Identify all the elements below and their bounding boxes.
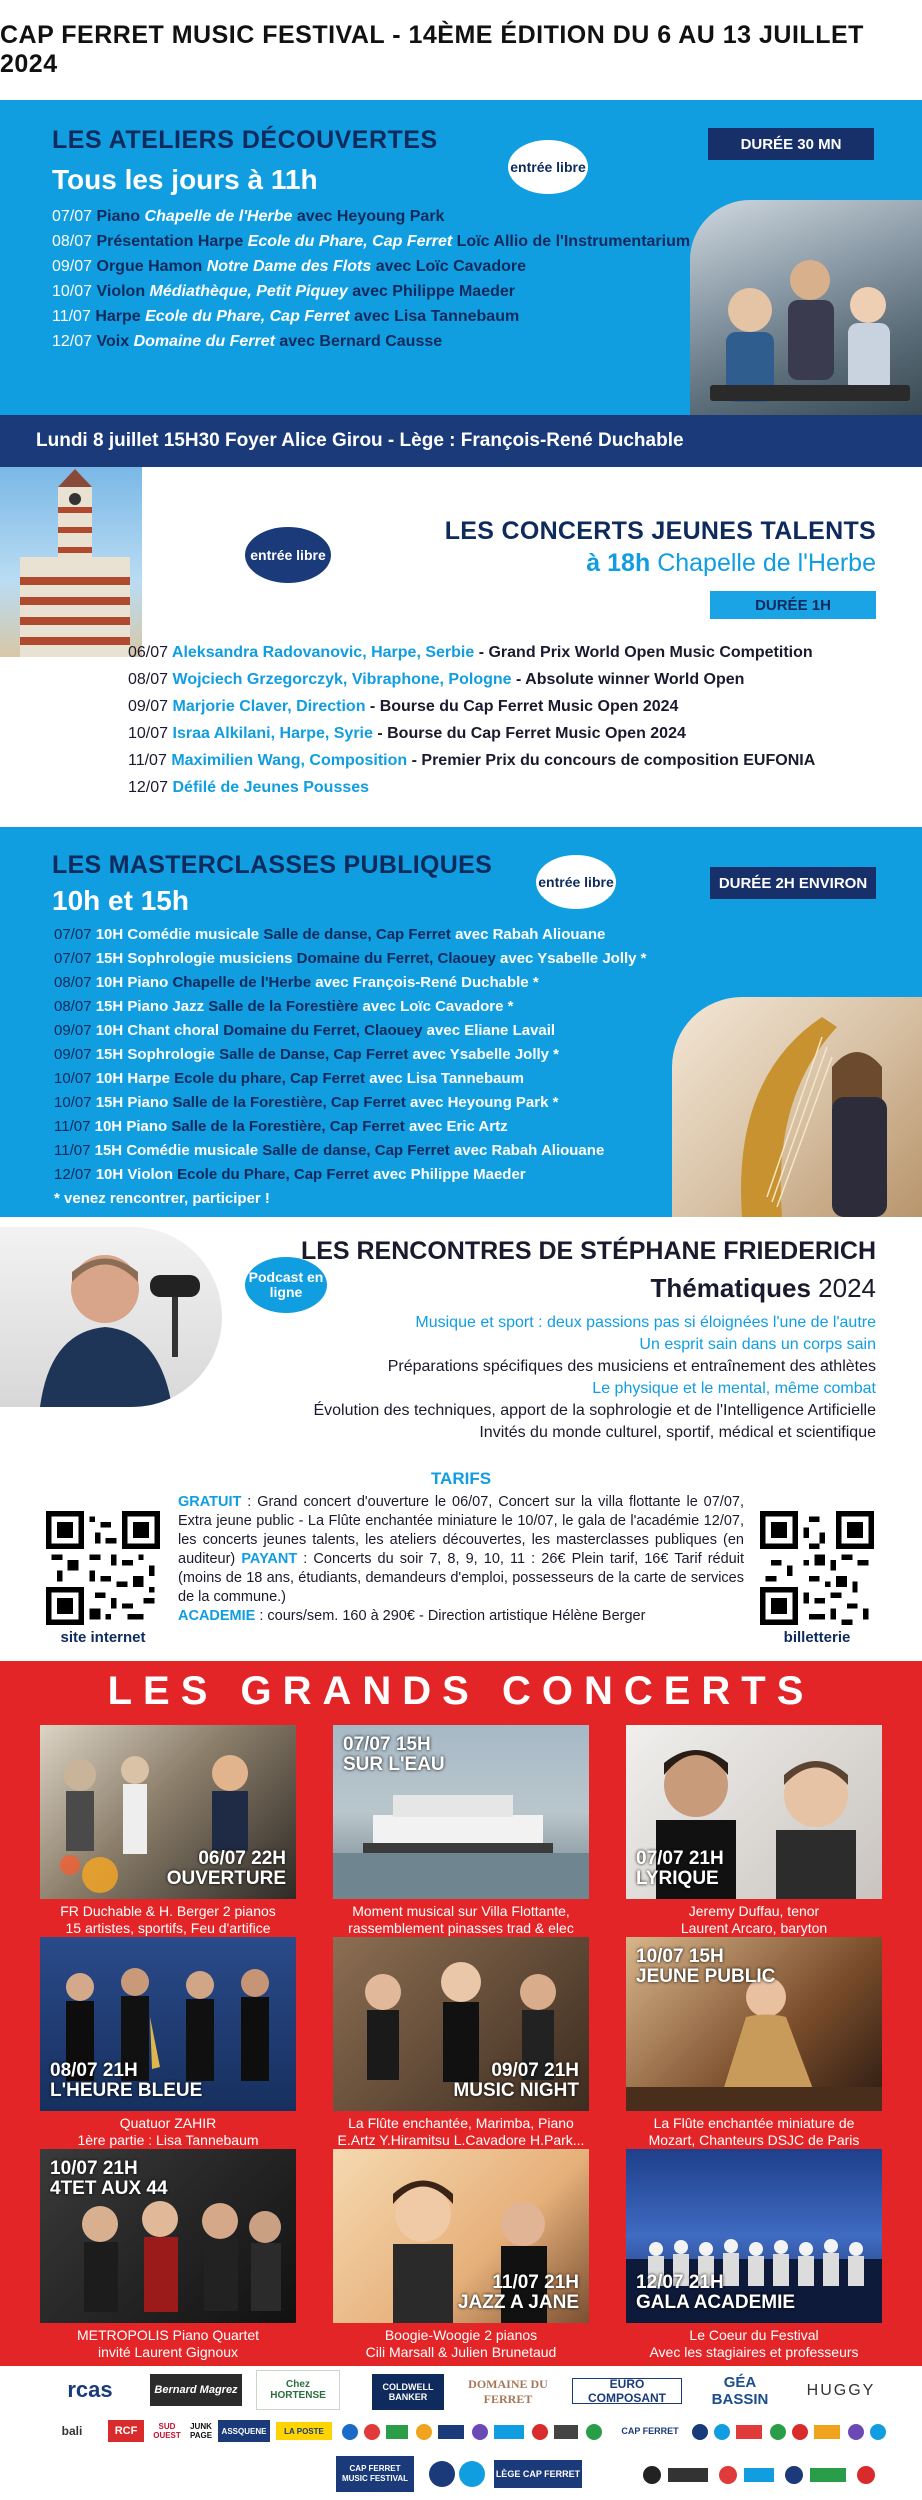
- caption-line: La Flûte enchantée, Marimba, Piano: [348, 2115, 574, 2131]
- caption-line: E.Artz Y.Hiramitsu L.Cavadore H.Park...: [337, 2132, 585, 2148]
- list-item: [128, 693, 815, 720]
- concert-date: [458, 2273, 579, 2313]
- partner-logo[interactable]: CAP FERRET: [621, 2426, 679, 2436]
- date: 09/07: [52, 258, 93, 275]
- gratuit-text: : Grand concert d'ouverture le 06/07, Concert sur la villa flottante le 07/07, Extra jeune public - La Flûte enchantée miniature le 10/07, le gala de l'académie 12/07, les concerts jeunes talents, les ateliers découvertes, les masterclasses publiques (en auditeur): [178, 1494, 744, 1567]
- hour: 10H: [95, 1022, 124, 1039]
- concert-datetime: 08/07 21H: [50, 2060, 138, 2081]
- tarifs-text: [178, 1493, 744, 1626]
- entree-libre-badge: [536, 855, 616, 909]
- partner-logo[interactable]: ASSQUENE: [218, 2420, 270, 2442]
- jeunes-list: [128, 639, 815, 801]
- concert-label: GALA ACADEMIE: [636, 2292, 796, 2313]
- list-item: [54, 995, 647, 1019]
- page-title: CAP FERRET MUSIC FESTIVAL - 14ÈME ÉDITION DU 6 AU 13 JUILLET 2024: [0, 21, 864, 78]
- date: 11/07: [54, 1142, 91, 1159]
- gratuit-label: GRATUIT: [178, 1494, 242, 1510]
- place: Ecole du Phare, Cap Ferret: [145, 308, 350, 325]
- list-item: [52, 304, 772, 329]
- concert-caption: [616, 2327, 892, 2361]
- tarifs-title: TARIFS: [430, 1469, 492, 1488]
- ateliers-list: [52, 204, 772, 354]
- partner-logo[interactable]: Chez HORTENSE: [256, 2370, 340, 2410]
- payant-text: : Concerts du soir 7, 8, 9, 10, 11 : 26€ Plein tarif, 16€ Tarif réduit (moins de 18 ans, étudiants, demandeurs d'emploi, possesseurs de la carte de services de la commune.): [178, 1551, 744, 1605]
- partner-logo[interactable]: EURO COMPOSANT: [572, 2378, 682, 2404]
- tarifs-section: [0, 1449, 922, 1661]
- caption-line: 1ère partie : Lisa Tannebaum: [77, 2132, 259, 2148]
- ateliers-section: [0, 100, 922, 415]
- performer: Maximilien Wang, Composition: [171, 752, 408, 769]
- caption-line: rassemblement pinasses trad & elec: [348, 1920, 574, 1936]
- artist: avec Heyoung Park: [296, 208, 445, 225]
- concert-caption: [616, 2115, 892, 2149]
- concert-label: 4TET AUX 44: [50, 2178, 168, 2199]
- prize: - Bourse du Cap Ferret Music Open 2024: [365, 698, 679, 715]
- discipline: Piano: [127, 974, 169, 991]
- caption-line: METROPOLIS Piano Quartet: [76, 2327, 260, 2343]
- hour: 15H: [95, 998, 124, 1015]
- theme-item: Évolution des techniques, apport de la sophrologie et de l'Intelligence Artificielle: [313, 1402, 876, 1419]
- jeunes-place: Chapelle de l'Herbe: [657, 549, 876, 577]
- theme-item: Un esprit sain dans un corps sain: [639, 1336, 876, 1353]
- caption-line: Mozart, Chanteurs DSJC de Paris: [648, 2132, 860, 2148]
- list-item: [54, 1115, 647, 1139]
- place: Salle de Danse, Cap Ferret: [219, 1046, 409, 1063]
- list-item: [52, 204, 772, 229]
- list-item: [52, 329, 772, 354]
- partner-logo[interactable]: HUGGY: [806, 2382, 876, 2399]
- partner-logo[interactable]: Bernard Magrez: [150, 2374, 242, 2406]
- caption-line: La Flûte enchantée miniature de: [653, 2115, 855, 2131]
- instrument: Harpe: [95, 308, 141, 325]
- instrument: Voix: [96, 333, 130, 350]
- concert-date: [167, 1849, 286, 1889]
- performer: Aleksandra Radovanovic, Harpe, Serbie: [171, 644, 475, 661]
- discipline: Comédie musicale: [127, 926, 260, 943]
- list-item: [54, 1043, 647, 1067]
- concert-card[interactable]: [333, 1725, 589, 1936]
- instrument: Piano: [96, 208, 141, 225]
- list-item: [54, 971, 647, 995]
- concert-date: [50, 2159, 168, 2199]
- concert-card[interactable]: [40, 1937, 296, 2148]
- concert-label: LYRIQUE: [636, 1868, 719, 1889]
- theme-item: Musique et sport : deux passions pas si éloignées l'une de l'autre: [415, 1314, 876, 1331]
- concert-card[interactable]: [626, 1937, 882, 2148]
- hour: 10H: [95, 974, 124, 991]
- master-subtitle: 10h et 15h: [52, 885, 189, 916]
- concert-date: [343, 1735, 445, 1775]
- list-item: [52, 279, 772, 304]
- qr-code-billetterie[interactable]: [760, 1511, 874, 1625]
- partner-logo[interactable]: LÈGE CAP FERRET: [494, 2460, 582, 2488]
- rencontres-title: LES RENCONTRES DE STÉPHANE FRIEDERICH: [300, 1237, 876, 1265]
- partner-logo[interactable]: LA POSTE: [276, 2422, 332, 2440]
- concert-caption: [323, 2327, 599, 2361]
- date: 12/07: [128, 779, 169, 796]
- artist: avec Lisa Tannebaum: [354, 308, 520, 325]
- theme-item: Invités du monde culturel, sportif, médical et scientifique: [479, 1424, 876, 1441]
- teacher: avec Ysabelle Jolly *: [500, 950, 647, 967]
- concert-label: L'HEURE BLEUE: [50, 2080, 203, 2101]
- list-item: [54, 1139, 647, 1163]
- jeunes-title: LES CONCERTS JEUNES TALENTS: [444, 517, 876, 545]
- place: Domaine du Ferret, Claouey: [223, 1022, 423, 1039]
- hour: 15H: [95, 1046, 124, 1063]
- instrument: Violon: [96, 283, 146, 300]
- date: 09/07: [128, 698, 169, 715]
- concert-label: OUVERTURE: [166, 1868, 286, 1889]
- list-item: [54, 1019, 647, 1043]
- concert-datetime: 07/07 15H: [343, 1734, 431, 1755]
- jeunes-talents-section: [0, 467, 922, 827]
- rencontres-subtitle: [651, 1273, 876, 1304]
- partner-logo[interactable]: RCF: [108, 2420, 144, 2442]
- partner-logo[interactable]: JUNK PAGE: [189, 2422, 213, 2440]
- date: 07/07: [54, 926, 92, 943]
- hour: 10H: [95, 1070, 124, 1087]
- place: Médiathèque, Petit Piquey: [149, 283, 348, 300]
- entree-libre-badge: [508, 140, 588, 194]
- date: 12/07: [52, 333, 93, 350]
- grands-concerts-section: [0, 1661, 922, 2366]
- concert-card[interactable]: [333, 1937, 589, 2148]
- concert-date: [453, 2061, 579, 2101]
- artist: avec Philippe Maeder: [352, 283, 515, 300]
- list-item: [128, 774, 815, 801]
- discipline: Sophrologie musiciens: [127, 950, 293, 967]
- caption-line: Cili Marsall & Julien Brunetaud: [365, 2344, 557, 2360]
- concert-date: [636, 2273, 795, 2313]
- hour: 15H: [94, 1142, 123, 1159]
- place: Ecole du Phare, Cap Ferret: [247, 233, 453, 250]
- place: Domaine du Ferret, Claouey: [296, 950, 496, 967]
- concert-caption: [616, 1903, 892, 1937]
- qr-site-label: site internet: [60, 1629, 146, 1646]
- list-item: [128, 720, 815, 747]
- partner-logo[interactable]: rcas: [67, 2377, 113, 2402]
- theme-item: Le physique et le mental, même combat: [592, 1380, 876, 1397]
- date: 07/07: [52, 208, 93, 225]
- performer: Israa Alkilani, Harpe, Syrie: [172, 725, 373, 742]
- date: 11/07: [128, 752, 167, 769]
- hour: 10H: [95, 1166, 124, 1183]
- place: Salle de la Forestière, Cap Ferret: [172, 1094, 406, 1111]
- date: 11/07: [54, 1118, 91, 1135]
- concert-datetime: 12/07 21H: [636, 2272, 724, 2293]
- place: Notre Dame des Flots: [206, 258, 372, 275]
- concert-caption: [30, 1903, 306, 1937]
- concert-datetime: 09/07 21H: [491, 2060, 579, 2081]
- caption-line: 15 artistes, sportifs, Feu d'artifice: [65, 1920, 271, 1936]
- place: Ecole du Phare, Cap Ferret: [177, 1166, 369, 1183]
- caption-line: Jeremy Duffau, tenor: [688, 1903, 820, 1919]
- concert-datetime: 06/07 22H: [198, 1848, 286, 1869]
- date: 08/07: [54, 974, 92, 991]
- themes-list: [236, 1312, 876, 1444]
- performer: Wojciech Grzegorczyk, Vibraphone, Pologne: [172, 671, 512, 688]
- artist: avec Loïc Cavadore: [375, 258, 526, 275]
- partner-logo[interactable]: DOMAINE DU FERRET: [468, 2377, 548, 2406]
- concert-card[interactable]: [333, 2149, 589, 2360]
- concert-date: [636, 1947, 775, 1987]
- concert-caption: [30, 2327, 306, 2361]
- badge-text: Podcast en ligne: [248, 1269, 324, 1300]
- discipline: Piano: [127, 1094, 169, 1111]
- teacher: avec François-René Duchable *: [315, 974, 539, 991]
- concert-label: JAZZ A JANE: [457, 2292, 579, 2313]
- date: 10/07: [52, 283, 93, 300]
- theme-item: Préparations spécifiques des musiciens et entraînement des athlètes: [387, 1358, 876, 1375]
- concert-datetime: 10/07 15H: [636, 1946, 724, 1967]
- date: 10/07: [54, 1070, 92, 1087]
- performer: Marjorie Claver, Direction: [172, 698, 366, 715]
- teacher: avec Lisa Tannebaum: [369, 1070, 524, 1087]
- concert-datetime: 10/07 21H: [50, 2158, 138, 2179]
- discipline: Piano Jazz: [127, 998, 205, 1015]
- place: Domaine du Ferret: [133, 333, 275, 350]
- concert-card[interactable]: [626, 2149, 882, 2360]
- caption-line: Avec les stagiaires et professeurs: [649, 2344, 859, 2360]
- atelier-photo: [690, 200, 922, 415]
- place: Salle de la Forestière, Cap Ferret: [171, 1118, 405, 1135]
- discipline: Chant choral: [127, 1022, 220, 1039]
- list-item: [54, 947, 647, 971]
- prize: - Bourse du Cap Ferret Music Open 2024: [372, 725, 686, 742]
- teacher: avec Rabah Aliouane: [455, 926, 606, 943]
- payant-label: PAYANT: [241, 1551, 298, 1567]
- qr-code-site[interactable]: [46, 1511, 160, 1625]
- hour: 15H: [95, 950, 124, 967]
- place: Salle de la Forestière: [208, 998, 359, 1015]
- master-list: [54, 923, 647, 1211]
- hour: 10H: [94, 1118, 123, 1135]
- list-item: [52, 254, 772, 279]
- grands-title: LES GRANDS CONCERTS: [107, 1669, 815, 1713]
- caption-line: FR Duchable & H. Berger 2 pianos: [60, 1903, 276, 1919]
- discipline: Piano: [126, 1118, 168, 1135]
- partner-logo[interactable]: COLDWELL BANKER: [372, 2374, 444, 2410]
- discipline: Violon: [127, 1166, 173, 1183]
- ateliers-title: LES ATELIERS DÉCOUVERTES: [52, 126, 438, 154]
- teacher: avec Eric Artz: [408, 1118, 508, 1135]
- sponsor-marks-row3a: [428, 2458, 488, 2490]
- concert-datetime: 11/07 21H: [492, 2272, 579, 2293]
- place: Salle de danse, Cap Ferret: [262, 1142, 450, 1159]
- concert-label: MUSIC NIGHT: [453, 2080, 579, 2101]
- concert-card[interactable]: [40, 1725, 296, 1936]
- concert-datetime: 07/07 21H: [636, 1848, 724, 1869]
- caption-line: Moment musical sur Villa Flottante,: [352, 1903, 570, 1919]
- date: 11/07: [52, 308, 91, 325]
- hour: 15H: [95, 1094, 124, 1111]
- date: 08/07: [52, 233, 93, 250]
- list-item: [128, 666, 815, 693]
- list-item: [128, 639, 815, 666]
- caption-line: Boogie-Woogie 2 pianos: [384, 2327, 538, 2343]
- subtitle-bold: Thématiques: [650, 1273, 811, 1303]
- place: Chapelle de l'Herbe: [172, 974, 312, 991]
- duration-badge: DURÉE 1H: [710, 591, 876, 619]
- prize: - Absolute winner World Open: [511, 671, 745, 688]
- date: 09/07: [54, 1022, 92, 1039]
- discipline: Sophrologie: [127, 1046, 215, 1063]
- place: Salle de danse, Cap Ferret: [263, 926, 451, 943]
- subtitle-year: 2024: [810, 1273, 876, 1303]
- teacher: avec Eliane Lavail: [426, 1022, 556, 1039]
- academie-text: : cours/sem. 160 à 290€ - Direction artistique Hélène Berger: [255, 1608, 646, 1624]
- sponsor-marks-row3b: [640, 2462, 890, 2488]
- partner-logo[interactable]: GÉA BASSIN: [711, 2374, 769, 2408]
- concert-label: JEUNE PUBLIC: [636, 1966, 776, 1987]
- teacher: avec Heyoung Park *: [410, 1094, 559, 1111]
- partner-logo[interactable]: bali: [61, 2424, 83, 2438]
- caption-line: Le Coeur du Festival: [689, 2327, 819, 2343]
- concert-date: [50, 2061, 202, 2101]
- date: 12/07: [54, 1166, 92, 1183]
- prize: - Premier Prix du concours de composition EUFONIA: [407, 752, 816, 769]
- teacher: avec Philippe Maeder: [373, 1166, 526, 1183]
- concert-caption: [323, 1903, 599, 1937]
- date: 08/07: [54, 998, 92, 1015]
- harp-photo: [672, 997, 922, 1217]
- concert-caption: [323, 2115, 599, 2149]
- sponsor-marks-row2b: [690, 2422, 890, 2442]
- friederich-photo: [0, 1227, 222, 1407]
- jeunes-time: à 18h: [586, 549, 651, 577]
- list-item: [52, 229, 772, 254]
- chapel-photo: [0, 467, 142, 657]
- concert-date: [636, 1849, 724, 1889]
- place: Ecole du phare, Cap Ferret: [174, 1070, 366, 1087]
- teacher: avec Loïc Cavadore *: [362, 998, 514, 1015]
- artist: Loïc Allio de l'Instrumentarium: [456, 233, 691, 250]
- concert-label: SUR L'EAU: [343, 1754, 445, 1775]
- partner-logo[interactable]: SUD OUEST: [153, 2422, 181, 2440]
- date: 06/07: [128, 644, 169, 661]
- concert-caption: [30, 2115, 306, 2149]
- artist: avec Bernard Causse: [279, 333, 443, 350]
- badge-text: entrée libre: [538, 873, 614, 890]
- discipline: Comédie musicale: [126, 1142, 259, 1159]
- badge-text: entrée libre: [250, 546, 326, 563]
- masterclasses-section: [0, 827, 922, 1217]
- qr-billetterie-label: billetterie: [783, 1629, 851, 1646]
- list-item: [54, 1091, 647, 1115]
- instrument: Orgue Hamon: [96, 258, 203, 275]
- entree-libre-badge: [245, 527, 331, 583]
- jeunes-subtitle: [586, 549, 876, 578]
- date: 10/07: [128, 725, 169, 742]
- hour: 10H: [95, 926, 124, 943]
- instrument: Présentation Harpe: [96, 233, 244, 250]
- discipline: Harpe: [127, 1070, 170, 1087]
- partners-section: [0, 2366, 922, 2500]
- concert-card[interactable]: [40, 2149, 296, 2360]
- sponsor-marks-row2: [340, 2422, 610, 2442]
- master-note: * venez rencontrer, participer !: [54, 1190, 270, 1207]
- lundi-banner: Lundi 8 juillet 15H30 Foyer Alice Girou - Lège : François-René Duchable: [0, 415, 922, 467]
- performer: Défilé de Jeunes Pousses: [172, 779, 370, 796]
- date: 09/07: [54, 1046, 92, 1063]
- list-item: [54, 1163, 647, 1187]
- teacher: avec Rabah Aliouane: [453, 1142, 605, 1159]
- caption-line: Laurent Arcaro, baryton: [680, 1920, 828, 1936]
- concert-card[interactable]: [626, 1725, 882, 1936]
- duration-badge: DURÉE 2H ENVIRON: [710, 867, 876, 899]
- master-title: LES MASTERCLASSES PUBLIQUES: [52, 851, 493, 879]
- partner-logo[interactable]: CAP FERRET MUSIC FESTIVAL: [336, 2456, 414, 2492]
- place: Chapelle de l'Herbe: [144, 208, 293, 225]
- duration-badge: DURÉE 30 MN: [708, 128, 874, 160]
- prize: - Grand Prix World Open Music Competition: [474, 644, 813, 661]
- badge-text: entrée libre: [510, 158, 586, 175]
- date: 08/07: [128, 671, 169, 688]
- teacher: avec Ysabelle Jolly *: [412, 1046, 560, 1063]
- academie-label: ACADEMIE: [178, 1608, 256, 1624]
- date: 10/07: [54, 1094, 92, 1111]
- list-item: [54, 1067, 647, 1091]
- ateliers-subtitle: Tous les jours à 11h: [52, 164, 318, 195]
- list-item: [54, 923, 647, 947]
- caption-line: invité Laurent Gignoux: [97, 2344, 239, 2360]
- caption-line: Quatuor ZAHIR: [119, 2115, 217, 2131]
- date: 07/07: [54, 950, 92, 967]
- list-item: [128, 747, 815, 774]
- rencontres-section: [0, 1217, 922, 1449]
